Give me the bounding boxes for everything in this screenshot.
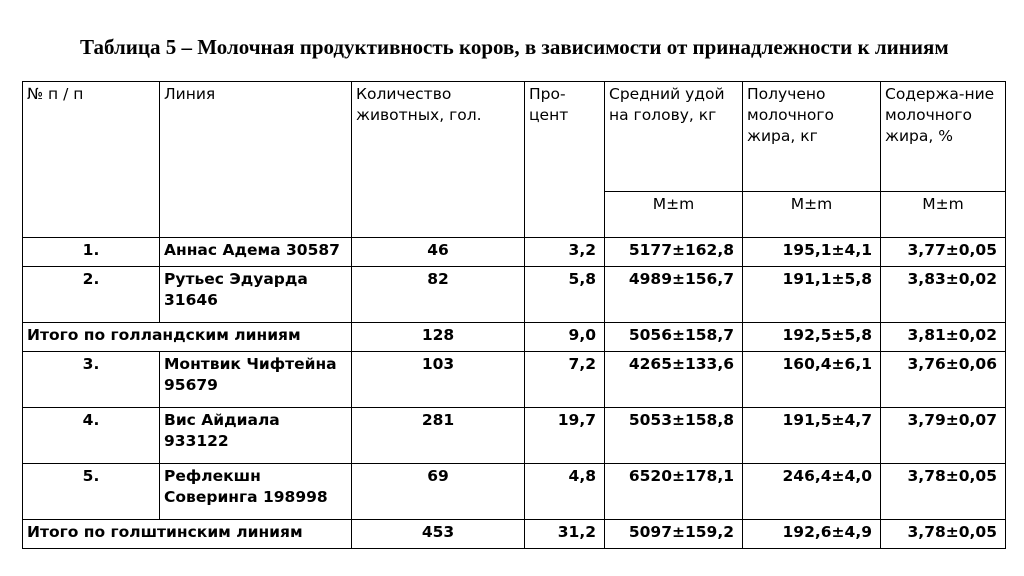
subtotal-row [23, 323, 1006, 352]
row-num: 1. [23, 238, 160, 267]
row-count: 453 [352, 520, 525, 549]
row-count: 281 [352, 408, 525, 464]
row-percent: 4,8 [525, 464, 605, 520]
row-num: 3. [23, 352, 160, 408]
table-title: Таблица 5 – Молочная продуктивность коров, в зависимости от принадлежности к линиям [80, 35, 949, 59]
row-line: Рутьес Эдуарда 31646 [160, 267, 352, 323]
row-fat-pct: 3,79±0,07 [881, 408, 1006, 464]
row-line: Аннас Адема 30587 [160, 238, 352, 267]
subtotal-label: Итого по голландским линиям [23, 323, 352, 352]
table-row [23, 267, 1006, 323]
header-num: № п / п [23, 82, 160, 238]
row-percent: 19,7 [525, 408, 605, 464]
header-yield: Средний удой на голову, кг [605, 82, 743, 192]
row-fat: 246,4±4,0 [743, 464, 881, 520]
table-row [23, 238, 1006, 267]
row-count: 128 [352, 323, 525, 352]
row-yield: 6520±178,1 [605, 464, 743, 520]
row-yield: 5177±162,8 [605, 238, 743, 267]
header-yield-mm: M±m [605, 192, 743, 238]
row-percent: 9,0 [525, 323, 605, 352]
row-fat-pct: 3,76±0,06 [881, 352, 1006, 408]
header-fat-pct-mm: M±m [881, 192, 1006, 238]
row-count: 103 [352, 352, 525, 408]
row-percent: 5,8 [525, 267, 605, 323]
row-line: Рефлекшн Соверинга 198998 [160, 464, 352, 520]
row-count: 69 [352, 464, 525, 520]
table-row [23, 408, 1006, 464]
row-yield: 4989±156,7 [605, 267, 743, 323]
row-fat-pct: 3,77±0,05 [881, 238, 1006, 267]
row-fat-pct: 3,78±0,05 [881, 520, 1006, 549]
row-yield: 5056±158,7 [605, 323, 743, 352]
row-fat: 195,1±4,1 [743, 238, 881, 267]
row-fat-pct: 3,83±0,02 [881, 267, 1006, 323]
row-num: 5. [23, 464, 160, 520]
table-row [23, 352, 1006, 408]
row-line: Монтвик Чифтейна 95679 [160, 352, 352, 408]
row-num: 4. [23, 408, 160, 464]
row-yield: 5097±159,2 [605, 520, 743, 549]
table-row [23, 464, 1006, 520]
header-fat: Получено молочного жира, кг [743, 82, 881, 192]
row-percent: 7,2 [525, 352, 605, 408]
row-line: Вис Айдиала 933122 [160, 408, 352, 464]
row-fat: 191,1±5,8 [743, 267, 881, 323]
subtotal-row [23, 520, 1006, 549]
row-num: 2. [23, 267, 160, 323]
row-count: 46 [352, 238, 525, 267]
row-fat: 192,6±4,9 [743, 520, 881, 549]
row-percent: 31,2 [525, 520, 605, 549]
header-line: Линия [160, 82, 352, 238]
row-fat-pct: 3,78±0,05 [881, 464, 1006, 520]
header-fat-mm: M±m [743, 192, 881, 238]
row-fat: 191,5±4,7 [743, 408, 881, 464]
row-percent: 3,2 [525, 238, 605, 267]
productivity-table [22, 81, 1006, 549]
row-fat: 192,5±5,8 [743, 323, 881, 352]
row-fat-pct: 3,81±0,02 [881, 323, 1006, 352]
row-fat: 160,4±6,1 [743, 352, 881, 408]
row-count: 82 [352, 267, 525, 323]
header-count: Количество животных, гол. [352, 82, 525, 238]
header-fat-pct: Содержа-ние молочного жира, % [881, 82, 1006, 192]
row-yield: 5053±158,8 [605, 408, 743, 464]
row-yield: 4265±133,6 [605, 352, 743, 408]
subtotal-label: Итого по голштинским линиям [23, 520, 352, 549]
header-percent: Про-цент [525, 82, 605, 238]
